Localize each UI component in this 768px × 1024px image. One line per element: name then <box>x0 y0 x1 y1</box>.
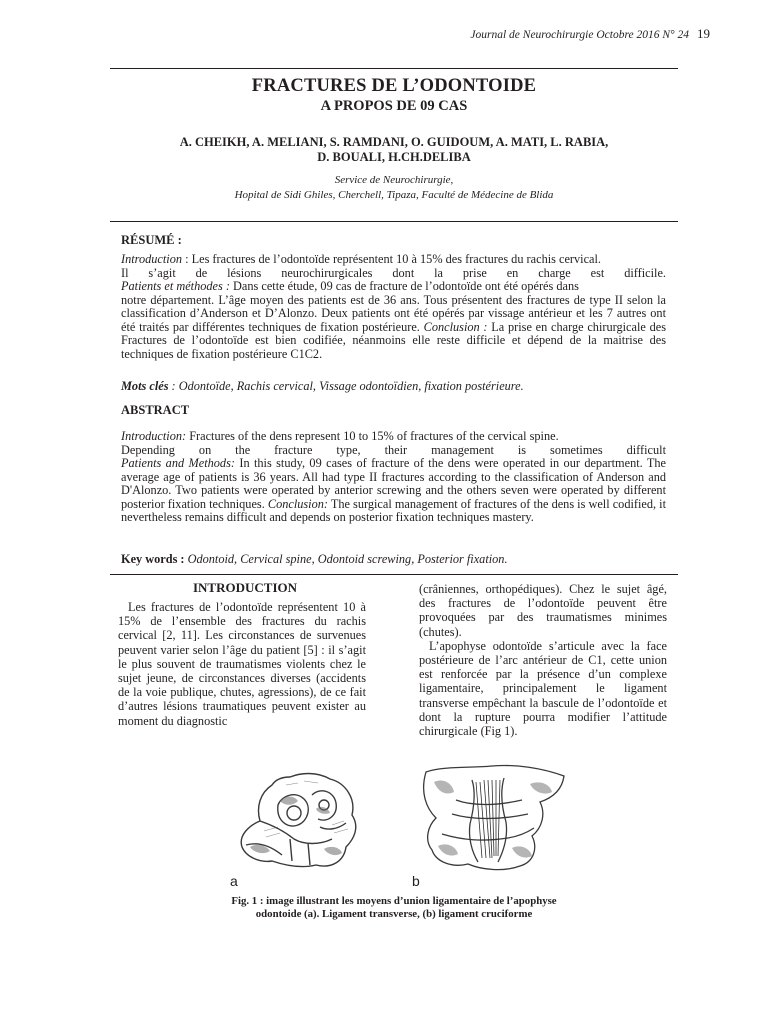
resume-keywords-text: : Odontoïde, Rachis cervical, Vissage odontoïdien, fixation postérieure. <box>168 379 524 393</box>
introduction-heading: INTRODUCTION <box>192 580 297 595</box>
article-title: FRACTURES DE L’ODONTOIDE <box>251 76 537 96</box>
resume-methods-rest: notre département. L’âge moyen des patients est de 36 ans. Tous présentent des fractures de type II selon la classification d’Anderson et D’Alonzo. Deux patients ont été opérés par vissage antérieur et les 7 autres ont été traités par différentes techniques de fixation postérieure. <box>121 292 666 334</box>
abstract-intro-line-1 <box>121 430 666 444</box>
abstract-body <box>121 430 666 525</box>
abstract-bottom-rule <box>110 574 678 575</box>
resume-methods-text: Dans cette étude, 09 cas de fracture de l’odontoïde ont été opérés dans <box>229 279 579 293</box>
introduction-left-paragraph: Les fractures de l’odontoïde représentent 10 à 15% de l’ensemble des fractures du rachis cervical [2, 11]. Les circonstances de survenues peuvent varier selon l’âge du patient [5] : il s’agit le plus souvent de traumatismes violents chez le sujet jeune, de circonstances diverses (accidents de la voie publique, chutes, agressions), de ce fait d’autres lésions traumatiques peuvent exister au moment du diagnostic <box>118 600 366 728</box>
affiliation <box>110 173 678 203</box>
resume-heading: RÉSUMÉ : <box>121 233 182 247</box>
authors-line-2: D. BOUALI, H.CH.DELIBA <box>317 150 471 164</box>
resume-conclusion-text: La prise en charge chirurgicale des Fractures de l’odontoïde est bien codifiée, néanmoins elle reste difficile et dépend de la maitrise des techniques de fixation postérieure C1C2. <box>121 319 666 361</box>
authors-line-1: A. CHEIKH, A. MELIANI, S. RAMDANI, O. GUIDOUM, A. MATI, L. RABIA, <box>179 135 609 149</box>
abstract-methods-label: Patients and Methods: <box>121 456 235 470</box>
resume-conclusion-label: Conclusion : <box>423 319 488 334</box>
authors <box>110 135 678 165</box>
abstract-conclusion-label: Conclusion: <box>267 496 328 511</box>
affiliation-line-2: Hopital de Sidi Ghiles, Cherchell, Tipaza, Faculté de Médecine de Blida <box>234 189 554 201</box>
article-subtitle: A PROPOS DE 09 CAS <box>320 98 468 114</box>
introduction-right-column <box>419 582 667 738</box>
resume-methods-label: Patients et méthodes : <box>121 279 230 293</box>
resume-top-rule <box>110 221 678 222</box>
introduction-right-paragraph-2: L’apophyse odontoïde s’articule avec la face postérieure de l’arc antérieur de C1, cette union est renforcée par la présence d’un complexe ligamentaire, principalement le ligament transverse empêchant la bascule de l’odontoïde et dont la rupture pourra modifier l’attitude chirurgicale (Fig 1). <box>419 638 667 739</box>
resume-body <box>121 253 666 361</box>
resume-intro-line-1 <box>121 253 666 267</box>
abstract-heading: ABSTRACT <box>121 403 190 417</box>
resume-keywords-label: Mots clés <box>121 379 169 393</box>
resume-keywords <box>121 379 666 393</box>
abstract-keywords-label: Key words : <box>121 552 185 566</box>
running-header <box>380 26 710 42</box>
figure-caption <box>150 895 638 921</box>
figure-a-vertebra-illustration <box>220 765 380 873</box>
abstract-keywords <box>121 552 666 566</box>
abstract-intro-label: Introduction: <box>121 429 187 443</box>
resume-intro-line-2: Il s’agit de lésions neurochirurgicales dont la prise en charge est difficile. <box>121 265 666 280</box>
abstract-keywords-text: Odontoid, Cervical spine, Odontoid screwing, Posterior fixation. <box>184 552 508 566</box>
introduction-right-paragraph-1: (crâniennes, orthopédiques). Chez le sujet âgé, des fractures de l’odontoïde peuvent être provoquées par des traumatismes minimes (chutes). <box>419 582 667 639</box>
figure-caption-line-1: Fig. 1 : image illustrant les moyens d’union ligamentaire de l’apophyse <box>231 895 557 907</box>
introduction-left-column <box>118 600 366 728</box>
figure-caption-line-2: odontoide (a). Ligament transverse, (b) ligament cruciforme <box>255 908 533 920</box>
page-number: 19 <box>697 26 710 41</box>
abstract-conclusion-text: The surgical management of fractures of the dens is well codified, it nevertheless remains difficult and depends on posterior fixation techniques mastery. <box>121 496 666 524</box>
header-rule <box>110 68 678 69</box>
abstract-intro-text: Fractures of the dens represent 10 to 15% of fractures of the cervical spine. <box>186 429 559 443</box>
abstract-intro-line-2: Depending on the fracture type, their management is sometimes difficult <box>121 442 666 457</box>
affiliation-line-1: Service de Neurochirurgie, <box>334 174 454 186</box>
figure-label-b: b <box>412 873 420 889</box>
abstract-methods-text: In this study, 09 cases of fracture of the dens were operated in our department. The average age of patients is 36 years. All had type II fractures according to the classification of Anderson and D'Alonzo. Two patients were operated by anterior screwing and the others seven were operated by different posterior fixation techniques. <box>121 456 666 511</box>
resume-methods-line-1 <box>121 280 666 294</box>
resume-intro-text: : Les fractures de l’odontoïde représentent 10 à 15% des fractures du rachis cervical. <box>182 252 601 266</box>
figure-b-vertebra-illustration <box>412 762 574 874</box>
resume-intro-label: Introduction <box>121 252 183 266</box>
figure-label-a: a <box>230 873 238 889</box>
journal-info: Journal de Neurochirurgie Octobre 2016 N° 24 <box>470 29 689 41</box>
